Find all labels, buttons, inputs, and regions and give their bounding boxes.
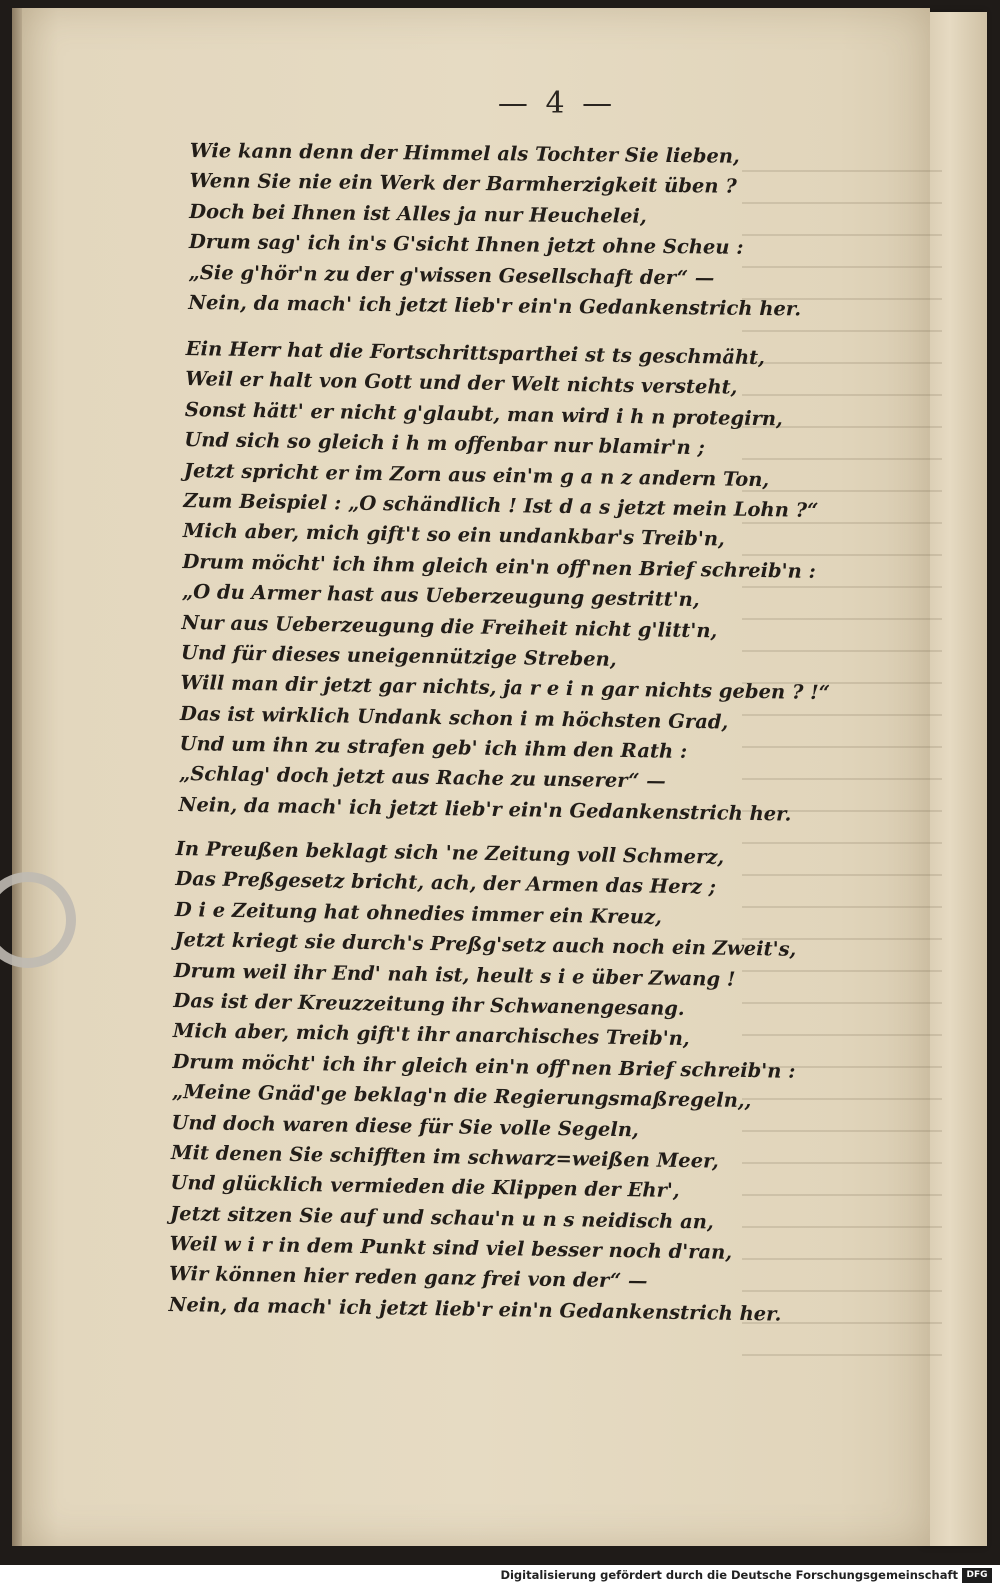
- verse-line: Weil er halt von Gott und der Welt nichts versteht,: [185, 367, 738, 400]
- verse-line: Drum sag' ich in's G'sicht Ihnen jetzt ohne Scheu :: [188, 230, 744, 259]
- verse-line: Und um ihn zu strafen geb' ich ihm den Rath :: [179, 732, 688, 763]
- stanza-1: [188, 136, 802, 324]
- stanza-2: [178, 334, 831, 829]
- verse-line: Wir können hier reden ganz frei von der“ —: [168, 1262, 648, 1293]
- funding-credit: Digitalisierung gefördert durch die Deutsche Forschungsgemeinschaft: [500, 1568, 958, 1582]
- verse-line: Drum weil ihr End' nah ist, heult s i e über Zwang !: [173, 958, 736, 991]
- verse-line: Drum möcht' ich ihr gleich ein'n off'nen Brief schreib'n :: [172, 1049, 796, 1083]
- verse-line: Will man dir jetzt gar nichts, ja r e i n gar nichts geben ? !“: [180, 671, 831, 705]
- verse-line: Weil w i r in dem Punkt sind viel besser noch d'ran,: [169, 1232, 733, 1264]
- verse-line: Nein, da mach' ich jetzt lieb'r ein'n Gedankenstrich her.: [188, 290, 802, 321]
- verse-line: Mich aber, mich gift't so ein undankbar's Treib'n,: [182, 519, 725, 551]
- footer-bar: [0, 1565, 1000, 1587]
- verse-line: In Preußen beklagt sich 'ne Zeitung voll Schmerz,: [175, 836, 725, 869]
- verse-line: Wie kann denn der Himmel als Tochter Sie lieben,: [189, 138, 740, 168]
- verse-line: „Meine Gnäd'ge beklag'n die Regierungsmaßregeln,,: [171, 1080, 752, 1113]
- verse-line: Jetzt sitzen Sie auf und schau'n u n s neidisch an,: [169, 1201, 714, 1234]
- verse-line: Und sich so gleich i h m offenbar nur blamir'n ;: [184, 428, 705, 460]
- verse-line: „O du Armer hast aus Ueberzeugung gestritt'n,: [181, 580, 700, 612]
- verse-line: Nur aus Ueberzeugung die Freiheit nicht g'litt'n,: [181, 610, 718, 642]
- verse-line: Mit denen Sie schifften im schwarz=weißen Meer,: [170, 1140, 719, 1173]
- verse-line: „Schlag' doch jetzt aus Rache zu unserer“ —: [178, 762, 666, 794]
- verse-line: Und doch waren diese für Sie volle Segeln,: [171, 1110, 639, 1141]
- verse-line: Jetzt kriegt sie durch's Preßg'setz auch noch ein Zweit's,: [174, 928, 797, 961]
- verse-line: Doch bei Ihnen ist Alles ja nur Heuchelei,: [189, 199, 647, 228]
- verse-line: Das Preßgesetz bricht, ach, der Armen das Herz ;: [175, 867, 717, 899]
- bleed-through-text: [742, 148, 942, 1378]
- verse-line: „Sie g'hör'n zu der g'wissen Gesellschaft der“ —: [188, 260, 715, 290]
- verse-line: Sonst hätt' er nicht g'glaubt, man wird i h n protegirn,: [184, 397, 784, 431]
- verse-line: Mich aber, mich gift't ihr anarchisches Treib'n,: [172, 1019, 690, 1051]
- verse-line: Nein, da mach' ich jetzt lieb'r ein'n Gedankenstrich her.: [178, 792, 792, 826]
- verse-line: Wenn Sie nie ein Werk der Barmherzigkeit üben ?: [189, 169, 737, 199]
- verse-line: Und glücklich vermieden die Klippen der Ehr',: [170, 1171, 680, 1203]
- verse-line: Jetzt spricht er im Zorn aus ein'm g a n z andern Ton,: [183, 458, 770, 491]
- verse-line: Ein Herr hat die Fortschrittsparthei st ts geschmäht,: [185, 336, 766, 370]
- verse-line: D i e Zeitung hat ohnedies immer ein Kreuz,: [174, 897, 663, 929]
- page-number: — 4 —: [497, 86, 617, 121]
- verse-line: Das ist wirklich Undank schon i m höchsten Grad,: [179, 701, 729, 734]
- verse-line: Zum Beispiel : „O schändlich ! Ist d a s jetzt mein Lohn ?“: [183, 488, 819, 522]
- dfg-logo: DFG: [962, 1568, 992, 1583]
- verse-line: Nein, da mach' ich jetzt lieb'r ein'n Gedankenstrich her.: [168, 1292, 782, 1326]
- verse-line: Drum möcht' ich ihm gleich ein'n off'nen Brief schreib'n :: [182, 549, 816, 583]
- verse-line: Das ist der Kreuzzeitung ihr Schwanengesang.: [173, 988, 685, 1020]
- verse-line: Und für dieses uneigennützige Streben,: [180, 640, 617, 671]
- stanza-3: [168, 834, 797, 1329]
